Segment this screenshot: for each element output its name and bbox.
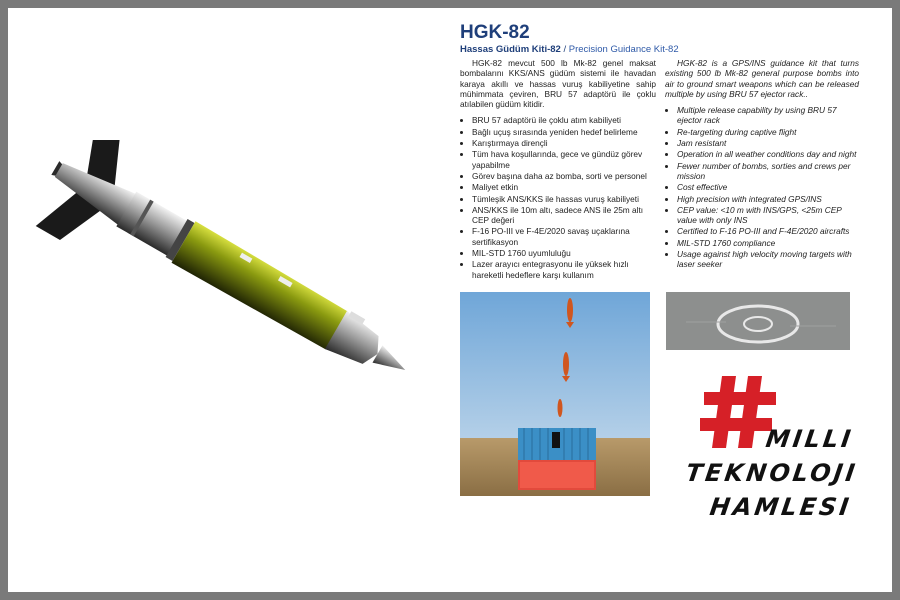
- turkish-feature: • ANS/KKS ile 10m altı, sadece ANS ile 25m altı CEP değeri: [472, 205, 656, 226]
- turkish-feature: • Bağlı uçuş sırasında yeniden hedef belirleme: [472, 127, 656, 137]
- subtitle-separator: /: [560, 44, 569, 55]
- hgk-82-bomb-illustration: [22, 140, 442, 400]
- english-column: [665, 58, 859, 271]
- logo-line-milli: MILLI: [764, 425, 856, 453]
- product-title: HGK-82: [460, 22, 530, 43]
- english-feature: • MIL-STD 1760 compliance: [677, 238, 859, 248]
- turkish-feature: • Görev başına daha az bomba, sorti ve personel: [472, 171, 656, 181]
- english-feature: • Jam resistant: [677, 138, 859, 148]
- product-subtitle: [460, 44, 679, 55]
- english-feature: • Multiple release capability by using BRU 57 ejector rack: [677, 105, 859, 126]
- turkish-feature: • Lazer arayıcı entegrasyonu ile yüksek hızlı hareketli hedeflere karşı kullanım: [472, 259, 656, 280]
- turkish-feature: • Karıştırmaya dirençli: [472, 138, 656, 148]
- english-feature: • Re-targeting during captive flight: [677, 127, 859, 137]
- english-feature-list: [665, 105, 859, 269]
- target-impact-photo: [666, 292, 850, 350]
- brochure-page: [8, 8, 892, 592]
- turkish-column: [460, 58, 656, 281]
- turkish-feature: • Tümleşik ANS/KKS ile hassas vuruş kabiliyeti: [472, 194, 656, 204]
- english-feature: • Certified to F-16 PO-III and F-4E/2020 aircrafts: [677, 226, 859, 236]
- turkish-feature: • Tüm hava koşullarında, gece ve gündüz görev yapabilme: [472, 149, 656, 170]
- english-feature: • CEP value: <10 m with INS/GPS, <25m CEP value with only INS: [677, 205, 859, 226]
- english-feature: • Fewer number of bombs, sorties and crews per mission: [677, 161, 859, 182]
- subtitle-turkish: Hassas Güdüm Kiti-82: [460, 44, 561, 55]
- english-feature: • High precision with integrated GPS/INS: [677, 194, 859, 204]
- milli-teknoloji-hamlesi-logo: [680, 376, 860, 536]
- english-feature: • Cost effective: [677, 182, 859, 192]
- logo-line-hamlesi: HAMLESI: [708, 493, 854, 521]
- turkish-feature-list: [460, 115, 656, 279]
- turkish-feature: • MIL-STD 1760 uyumluluğu: [472, 248, 656, 258]
- turkish-intro: HGK-82 mevcut 500 lb Mk-82 genel maksat bombalarını KKS/ANS güdüm sistemi ile havadan karaya akıllı ve hassas vuruş kabiliyetine sahip mühimmata çeviren, BRU 57 adaptörü ile çoklu atılabilen güdüm kitidir.: [460, 58, 656, 110]
- turkish-feature: • BRU 57 adaptörü ile çoklu atım kabiliyeti: [472, 115, 656, 125]
- logo-line-teknoloji: TEKNOLOJI: [684, 459, 860, 487]
- english-feature: • Usage against high velocity moving targets with laser seeker: [677, 249, 859, 270]
- english-feature: • Operation in all weather conditions day and night: [677, 149, 859, 159]
- turkish-feature: • Maliyet etkin: [472, 182, 656, 192]
- english-intro: HGK-82 is a GPS/INS guidance kit that turns existing 500 lb Mk-82 general purpose bombs into air to ground smart weapons which can be released multiple by using BRU 57 ejector rack..: [665, 58, 859, 99]
- drop-test-photo: [460, 292, 650, 496]
- turkish-feature: • F-16 PO-III ve F-4E/2020 savaş uçaklarına sertifikasyon: [472, 226, 656, 247]
- subtitle-english: Precision Guidance Kit-82: [568, 44, 679, 55]
